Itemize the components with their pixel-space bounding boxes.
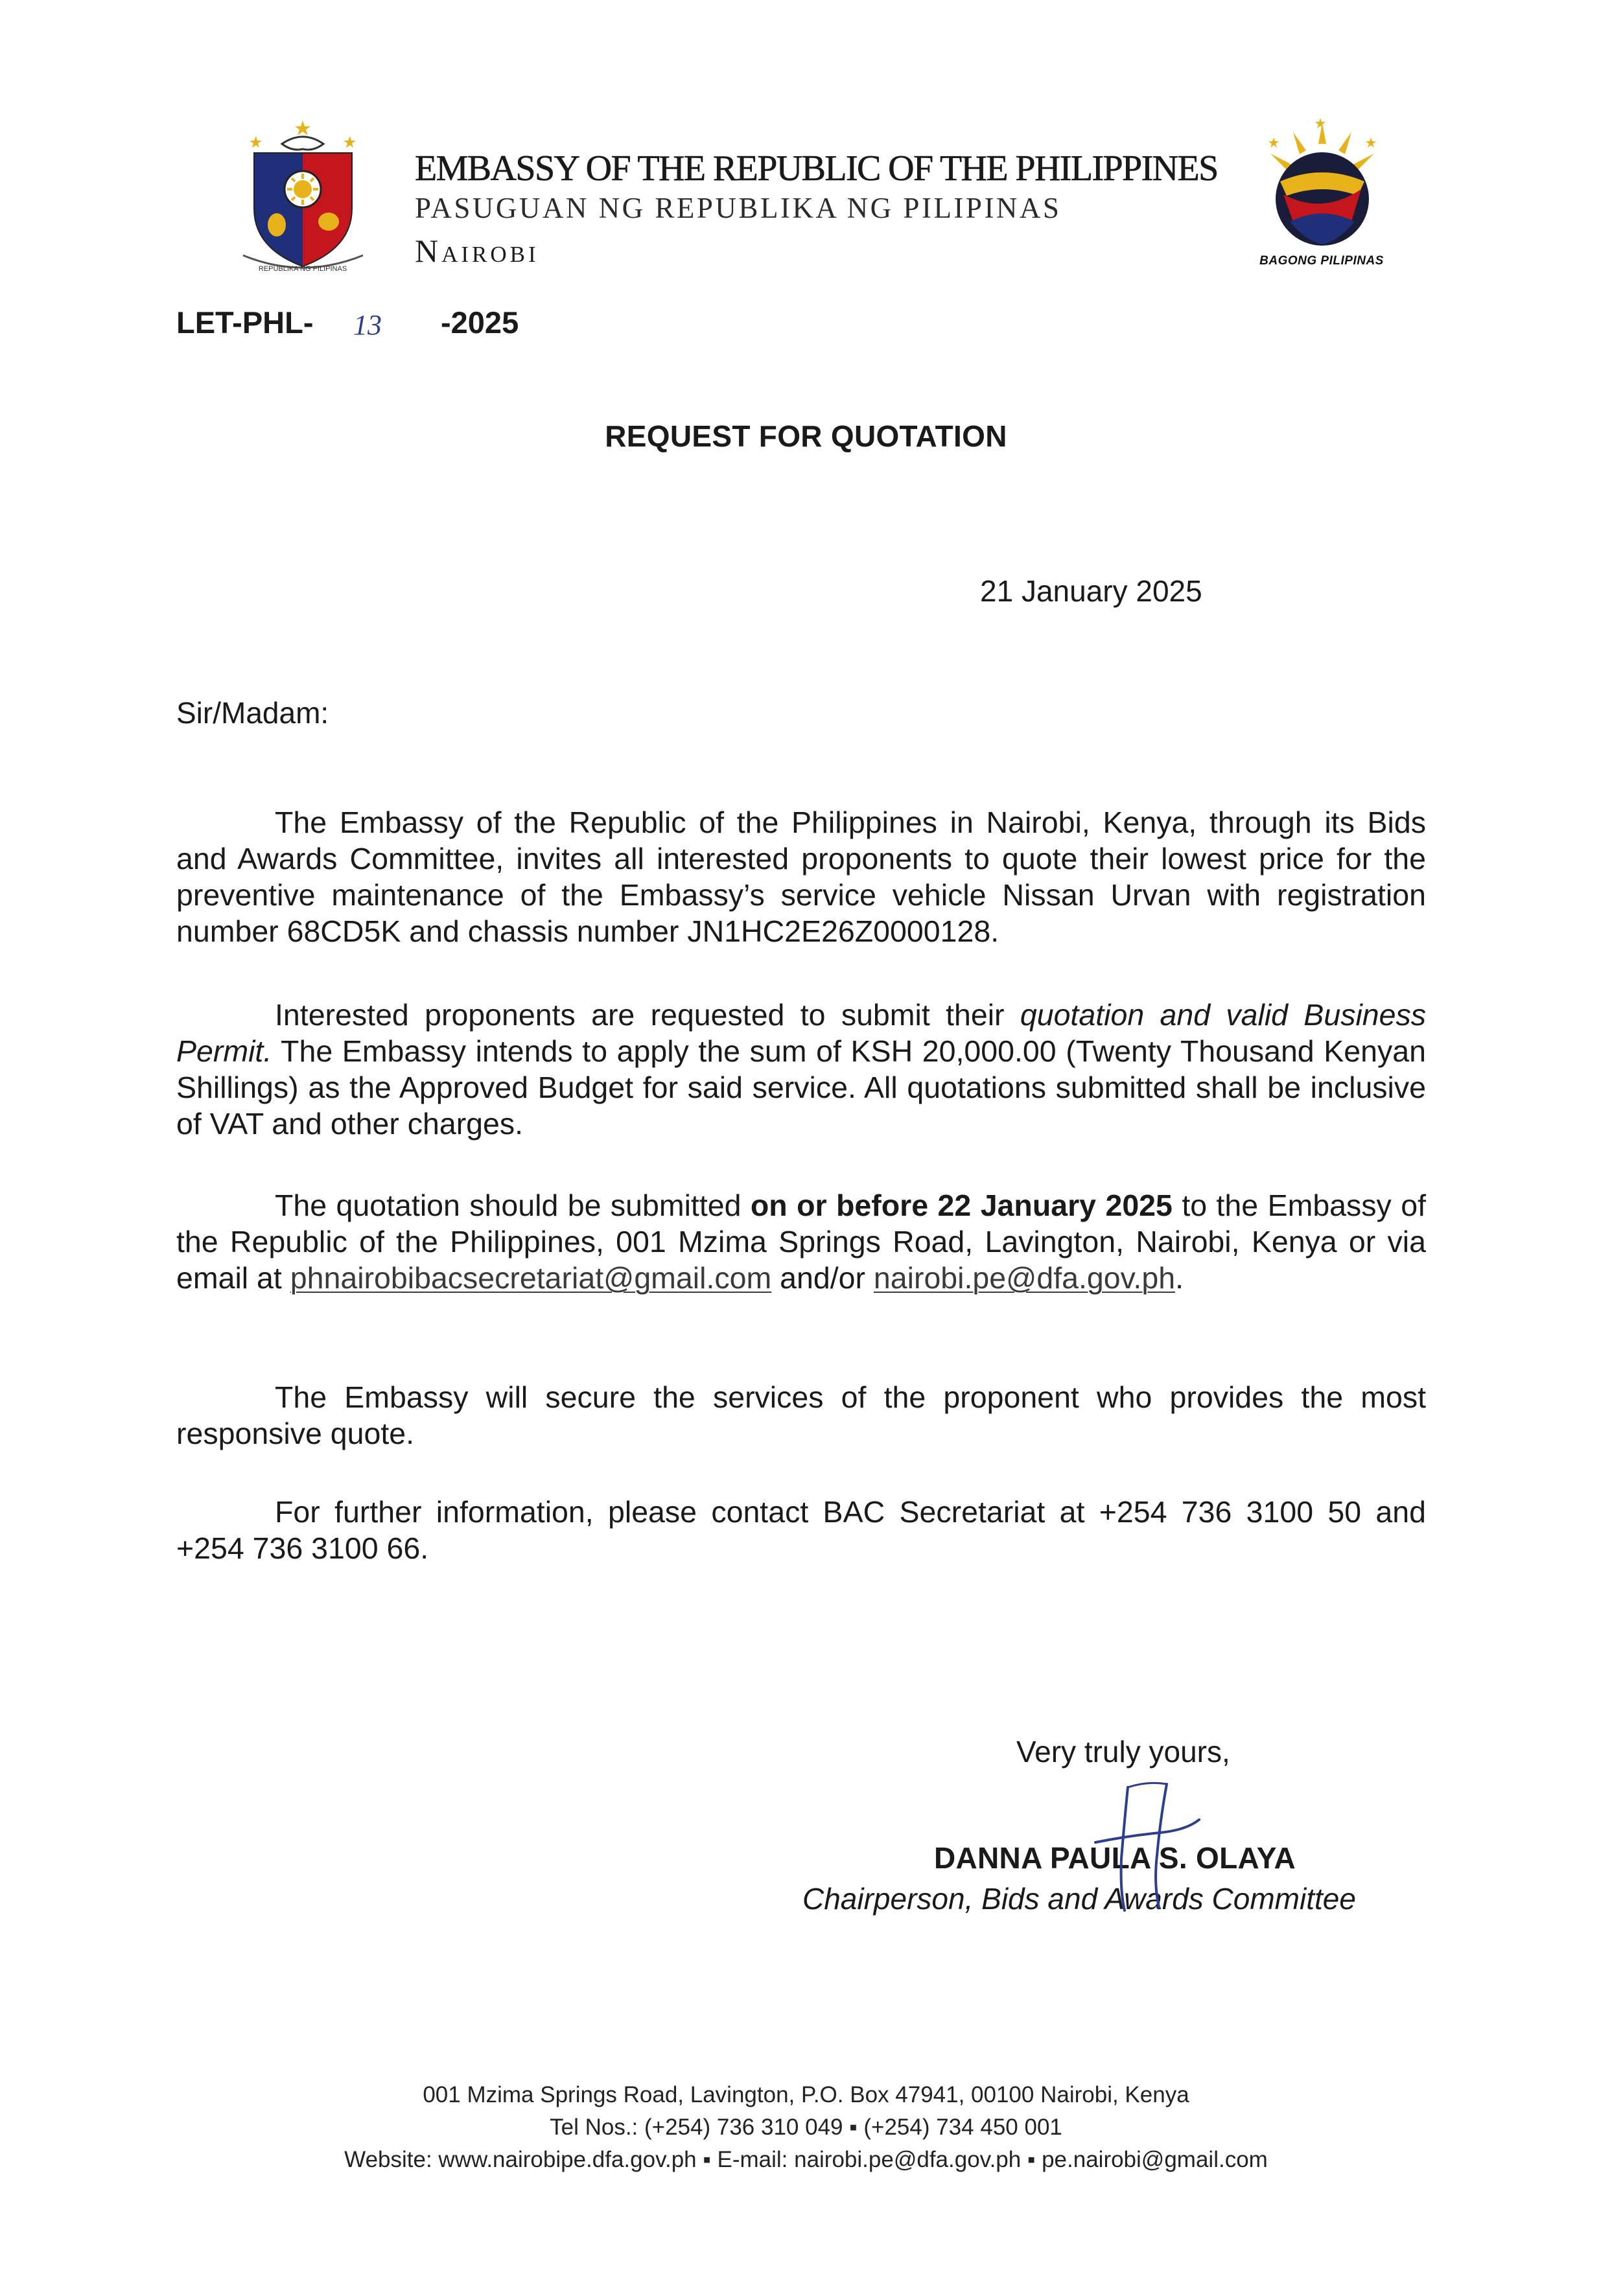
letter-date: 21 January 2025	[980, 574, 1202, 608]
signer-title: Chairperson, Bids and Awards Committee	[802, 1882, 1356, 1916]
reference-prefix: LET-PHL-	[176, 305, 314, 340]
submission-text-b: to the Embassy of the Republic of the Philippines, 001 Mzima Springs Road, Lavington, Nairobi, Kenya or via email at	[176, 1189, 1426, 1295]
philippine-seal-icon	[237, 118, 369, 273]
paragraph-contact	[176, 1494, 1426, 1566]
embassy-subtitle: PASUGUAN NG REPUBLIKA NG PILIPINAS	[415, 192, 1062, 224]
requirements-text-b: The Embassy intends to apply the sum of KSH 20,000.00 (Twenty Thousand Kenyan Shillings) as the Approved Budget for said service. All quotations submitted shall be inclusive of VAT and other charges.	[176, 1034, 1426, 1141]
paragraph-award	[176, 1379, 1426, 1452]
paragraph-contact-text: For further information, please contact BAC Secretariat at +254 736 3100 50 and +254 736 3100 66.	[176, 1495, 1426, 1565]
submission-end: .	[1175, 1261, 1184, 1295]
submission-and: and/or	[771, 1261, 874, 1295]
paragraph-invitation-text: The Embassy of the Republic of the Philippines in Nairobi, Kenya, through its Bids and Awards Committee, invites all interested proponents to quote their lowest price for the preventive maintenance of the Embassy’s service vehicle Nissan Urvan with registration number 68CD5K and chassis number JN1HC2E26Z0000128.	[176, 806, 1426, 948]
reference-number-handwritten: 13	[353, 309, 382, 341]
submission-deadline: on or before 22 January 2025	[750, 1189, 1173, 1222]
footer-web: Website: www.nairobipe.dfa.gov.ph ▪ E-mail: nairobi.pe@dfa.gov.ph ▪ pe.nairobi@gmail.com	[344, 2147, 1268, 2172]
paragraph-invitation	[176, 804, 1426, 949]
valediction: Very truly yours,	[1016, 1735, 1230, 1768]
svg-text:REPUBLIKA NG PILIPINAS: REPUBLIKA NG PILIPINAS	[258, 265, 347, 273]
embassy-city: Nairobi	[415, 233, 539, 269]
footer-phones: Tel Nos.: (+254) 736 310 049 ▪ (+254) 734 450 001	[550, 2115, 1062, 2140]
requirements-italic: quotation and valid Business Permit.	[176, 998, 1426, 1068]
requirements-text-a: Interested proponents are requested to submit their	[275, 998, 1020, 1032]
document-title: REQUEST FOR QUOTATION	[605, 419, 1007, 453]
embassy-email-link[interactable]: nairobi.pe@dfa.gov.ph	[873, 1261, 1176, 1295]
submission-text-a: The quotation should be submitted	[275, 1189, 751, 1222]
handwritten-signature-icon	[1089, 1781, 1206, 1917]
salutation: Sir/Madam:	[176, 696, 329, 730]
paragraph-requirements	[176, 997, 1426, 1142]
signer-name: DANNA PAULA S. OLAYA	[934, 1841, 1296, 1875]
paragraph-award-text: The Embassy will secure the services of the proponent who provides the most responsive quote.	[176, 1380, 1426, 1450]
bagong-pilipinas-logo-icon	[1254, 118, 1390, 270]
footer-address: 001 Mzima Springs Road, Lavington, P.O. Box 47941, 00100 Nairobi, Kenya	[423, 2082, 1189, 2107]
reference-year: -2025	[441, 305, 519, 340]
embassy-title: EMBASSY OF THE REPUBLIC OF THE PHILIPPINES	[415, 148, 1218, 189]
paragraph-submission	[176, 1187, 1426, 1296]
bagong-pilipinas-label: BAGONG PILIPINAS	[1259, 254, 1384, 268]
bac-email-link[interactable]: phnairobibacsecretariat@gmail.com	[290, 1261, 772, 1295]
